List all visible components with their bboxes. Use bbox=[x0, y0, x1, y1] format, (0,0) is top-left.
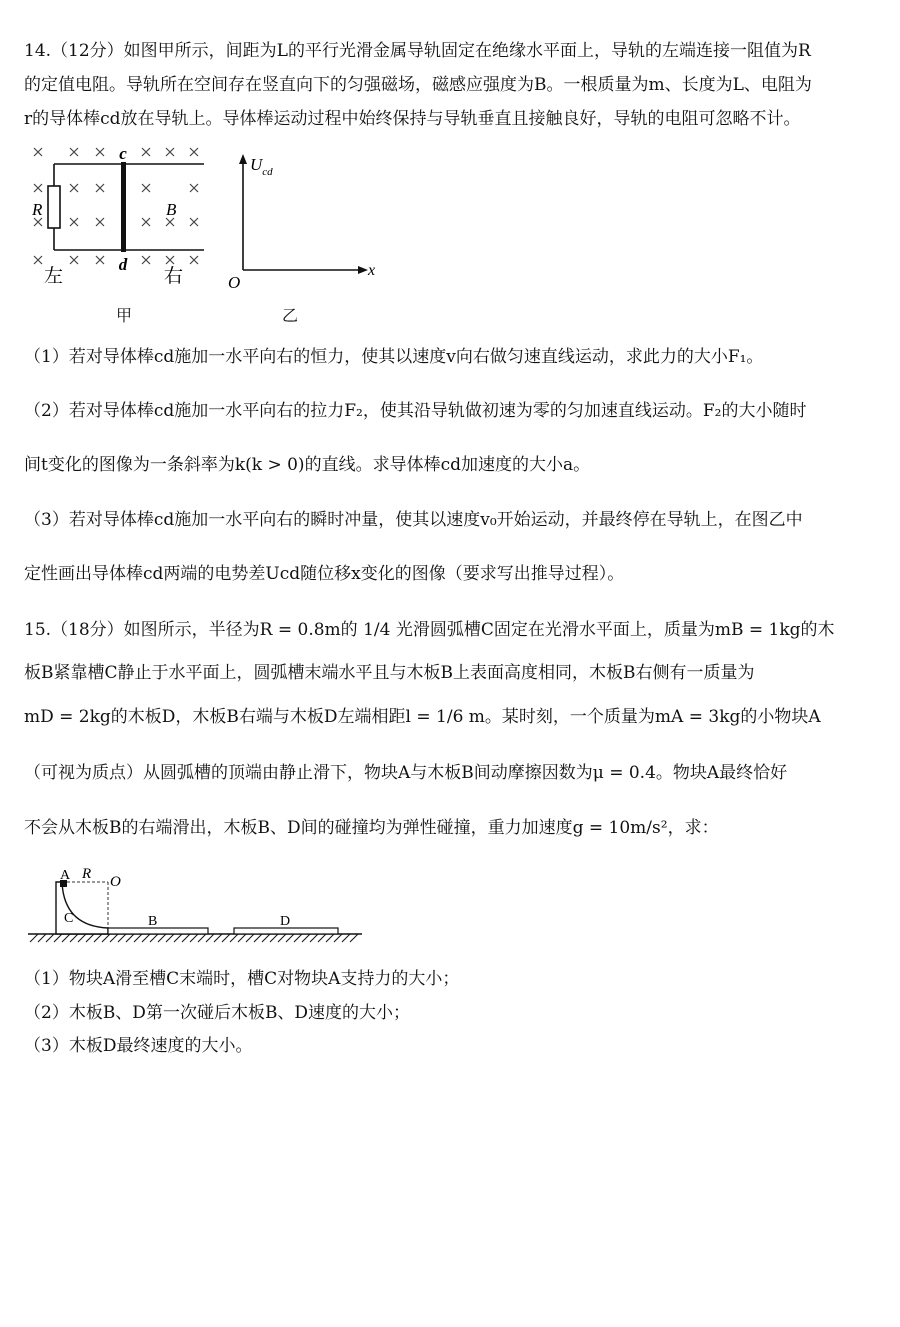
q15-stem-line-4: （可视为质点）从圆弧槽的顶端由静止滑下，物块A与木板B间动摩擦因数为μ = 0.4。物块A最终恰好 bbox=[24, 763, 788, 783]
board-b bbox=[108, 928, 208, 934]
q15-stem-line-5: 不会从木板B的右端滑出，木板B、D间的碰撞均为弹性碰撞，重力加速度g = 10m/s²，求： bbox=[24, 818, 719, 838]
q15-stem-line-1: 15.（18分）如图所示，半径为R = 0.8m的 1/4 光滑圆弧槽C固定在光滑水平面上，质量为mB = 1kg的木 bbox=[24, 620, 835, 640]
label-O: O bbox=[110, 874, 121, 890]
q15-part-3: （3）木板D最终速度的大小。 bbox=[24, 1036, 253, 1056]
q14-stem-line-3: r的导体棒cd放在导轨上。导体棒运动过程中始终保持与导轨垂直且接触良好，导轨的电阻可忽略不计。 bbox=[24, 109, 801, 129]
trough-c bbox=[56, 882, 108, 934]
label-R: R bbox=[82, 866, 92, 882]
label-right: 右 bbox=[164, 266, 184, 287]
conductor-rod-cd bbox=[121, 162, 126, 252]
q15-stem-line-3: mD = 2kg的木板D，木板B右端与木板D左端相距l = 1/6 m。某时刻，一个质量为mA = 3kg的小物块A bbox=[24, 707, 821, 727]
label-B: B bbox=[166, 200, 177, 219]
figure-yi-caption: 乙 bbox=[282, 306, 299, 325]
q14-part-1: （1）若对导体棒cd施加一水平向右的恒力，使其以速度v向右做匀速直线运动，求此力的大小F₁。 bbox=[24, 347, 764, 367]
label-left: 左 bbox=[44, 266, 64, 287]
q14-part-3-line-1: （3）若对导体棒cd施加一水平向右的瞬时冲量，使其以速度v₀开始运动，并最终停在导轨上，在图乙中 bbox=[24, 510, 803, 530]
label-d: d bbox=[118, 255, 128, 274]
label-C: C bbox=[64, 911, 74, 926]
q14-part-3-line-2: 定性画出导体棒cd两端的电势差Ucd随位移x变化的图像（要求写出推导过程）。 bbox=[24, 564, 625, 584]
q14-stem-line-1: 14.（12分）如图甲所示，间距为L的平行光滑金属导轨固定在绝缘水平面上，导轨的左端连接一阻值为R bbox=[24, 41, 811, 61]
label-D: D bbox=[280, 914, 291, 929]
ground-hatching bbox=[30, 934, 358, 942]
figure-jia-caption: 甲 bbox=[116, 306, 133, 325]
y-axis-label: $U_{cd}$ bbox=[250, 155, 273, 178]
figure-yi-axes bbox=[220, 148, 380, 298]
q15-stem-line-2: 板B紧靠槽C静止于水平面上，圆弧槽末端水平且与木板B上表面高度相同，木板B右侧有一质量为 bbox=[24, 663, 755, 683]
label-R: R bbox=[32, 200, 43, 219]
figure-q15-track bbox=[24, 860, 364, 950]
q14-stem-line-2: 的定值电阻。导轨所在空间存在竖直向下的匀强磁场，磁感应强度为B。一根质量为m、长度为L、电阻为 bbox=[24, 75, 812, 95]
q14-part-2-line-2: 间t变化的图像为一条斜率为k(k > 0)的直线。求导体棒cd加速度的大小a。 bbox=[24, 455, 591, 475]
label-c: c bbox=[119, 144, 127, 163]
origin-label: O bbox=[228, 273, 241, 292]
x-axis-label: x bbox=[368, 262, 376, 279]
q14-part-2-line-1: （2）若对导体棒cd施加一水平向右的拉力F₂，使其沿导轨做初速为零的匀加速直线运动。F₂的大小随时 bbox=[24, 401, 807, 421]
q15-part-1: （1）物块A滑至槽C末端时，槽C对物块A支持力的大小； bbox=[24, 969, 460, 989]
figure-jia-rails-diagram bbox=[24, 140, 214, 300]
label-A: A bbox=[60, 868, 71, 883]
label-B: B bbox=[148, 914, 158, 929]
q15-part-2: （2）木板B、D第一次碰后木板B、D速度的大小； bbox=[24, 1003, 411, 1023]
